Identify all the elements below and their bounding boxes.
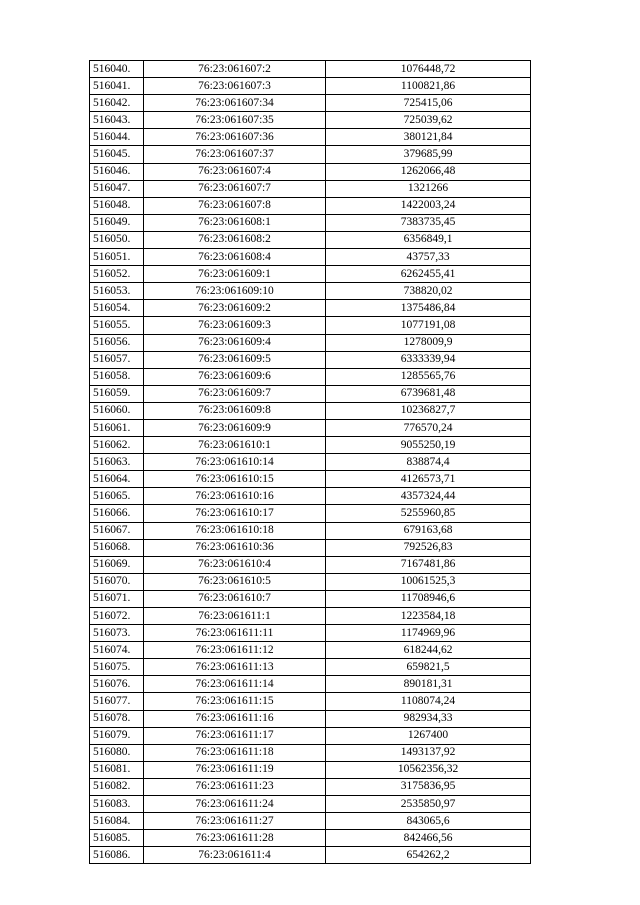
value-cell: 4357324,44 [326, 488, 531, 505]
row-number-cell: 516048. [90, 197, 144, 214]
row-number-cell: 516070. [90, 573, 144, 590]
value-cell: 1077191,08 [326, 317, 531, 334]
row-number-cell: 516064. [90, 471, 144, 488]
cadastral-number-cell: 76:23:061609:3 [144, 317, 326, 334]
table-row [90, 180, 531, 197]
cadastral-number-cell: 76:23:061611:18 [144, 744, 326, 761]
table-row [90, 778, 531, 795]
cadastral-number-cell: 76:23:061607:8 [144, 197, 326, 214]
value-cell: 1076448,72 [326, 61, 531, 78]
table-row [90, 659, 531, 676]
row-number-cell: 516073. [90, 625, 144, 642]
cadastral-number-cell: 76:23:061611:24 [144, 796, 326, 813]
row-number-cell: 516049. [90, 214, 144, 231]
row-number-cell: 516042. [90, 95, 144, 112]
row-number-cell: 516077. [90, 693, 144, 710]
value-cell: 792526,83 [326, 539, 531, 556]
cadastral-number-cell: 76:23:061607:4 [144, 163, 326, 180]
row-number-cell: 516069. [90, 556, 144, 573]
cadastral-number-cell: 76:23:061607:37 [144, 146, 326, 163]
value-cell: 1262066,48 [326, 163, 531, 180]
row-number-cell: 516041. [90, 78, 144, 95]
cadastral-number-cell: 76:23:061611:15 [144, 693, 326, 710]
value-cell: 1223584,18 [326, 608, 531, 625]
cadastral-number-cell: 76:23:061607:34 [144, 95, 326, 112]
cadastral-number-cell: 76:23:061610:16 [144, 488, 326, 505]
table-row [90, 693, 531, 710]
row-number-cell: 516063. [90, 454, 144, 471]
row-number-cell: 516086. [90, 847, 144, 864]
table-row [90, 505, 531, 522]
value-cell: 6739681,48 [326, 385, 531, 402]
cadastral-number-cell: 76:23:061607:36 [144, 129, 326, 146]
value-cell: 725415,06 [326, 95, 531, 112]
cadastral-number-cell: 76:23:061608:2 [144, 231, 326, 248]
cadastral-number-cell: 76:23:061611:14 [144, 676, 326, 693]
table-row [90, 608, 531, 625]
table-row [90, 95, 531, 112]
table-row [90, 539, 531, 556]
row-number-cell: 516052. [90, 266, 144, 283]
cadastral-number-cell: 76:23:061609:8 [144, 402, 326, 419]
value-cell: 1278009,9 [326, 334, 531, 351]
table-row [90, 744, 531, 761]
value-cell: 838874,4 [326, 454, 531, 471]
cadastral-number-cell: 76:23:061610:18 [144, 522, 326, 539]
value-cell: 1321266 [326, 180, 531, 197]
value-cell: 725039,62 [326, 112, 531, 129]
value-cell: 890181,31 [326, 676, 531, 693]
table-row [90, 454, 531, 471]
table-row [90, 249, 531, 266]
cadastral-number-cell: 76:23:061611:11 [144, 625, 326, 642]
row-number-cell: 516082. [90, 778, 144, 795]
value-cell: 4126573,71 [326, 471, 531, 488]
table-row [90, 266, 531, 283]
table-row [90, 368, 531, 385]
table-row [90, 61, 531, 78]
table-row [90, 642, 531, 659]
cadastral-number-cell: 76:23:061608:4 [144, 249, 326, 266]
table-row [90, 727, 531, 744]
cadastral-number-cell: 76:23:061607:7 [144, 180, 326, 197]
cadastral-number-cell: 76:23:061609:7 [144, 385, 326, 402]
value-cell: 380121,84 [326, 129, 531, 146]
value-cell: 1108074,24 [326, 693, 531, 710]
row-number-cell: 516061. [90, 419, 144, 436]
cadastral-number-cell: 76:23:061609:2 [144, 300, 326, 317]
table-row [90, 676, 531, 693]
cadastral-number-cell: 76:23:061611:28 [144, 830, 326, 847]
table-row [90, 385, 531, 402]
cadastral-number-cell: 76:23:061609:10 [144, 283, 326, 300]
table-row [90, 146, 531, 163]
value-cell: 6356849,1 [326, 231, 531, 248]
value-cell: 738820,02 [326, 283, 531, 300]
cadastral-number-cell: 76:23:061611:27 [144, 813, 326, 830]
row-number-cell: 516059. [90, 385, 144, 402]
row-number-cell: 516085. [90, 830, 144, 847]
cadastral-number-cell: 76:23:061610:15 [144, 471, 326, 488]
value-cell: 1285565,76 [326, 368, 531, 385]
value-cell: 1375486,84 [326, 300, 531, 317]
table-row [90, 590, 531, 607]
table-row [90, 214, 531, 231]
value-cell: 654262,2 [326, 847, 531, 864]
table-row [90, 437, 531, 454]
cadastral-number-cell: 76:23:061609:1 [144, 266, 326, 283]
cadastral-number-cell: 76:23:061610:36 [144, 539, 326, 556]
row-number-cell: 516076. [90, 676, 144, 693]
table-row [90, 522, 531, 539]
cadastral-number-cell: 76:23:061609:6 [144, 368, 326, 385]
row-number-cell: 516045. [90, 146, 144, 163]
table-row [90, 847, 531, 864]
cadastral-number-cell: 76:23:061611:16 [144, 710, 326, 727]
table-row [90, 334, 531, 351]
value-cell: 10236827,7 [326, 402, 531, 419]
cadastral-number-cell: 76:23:061611:23 [144, 778, 326, 795]
value-cell: 618244,62 [326, 642, 531, 659]
cadastral-number-cell: 76:23:061607:35 [144, 112, 326, 129]
value-cell: 6333339,94 [326, 351, 531, 368]
row-number-cell: 516051. [90, 249, 144, 266]
row-number-cell: 516040. [90, 61, 144, 78]
row-number-cell: 516054. [90, 300, 144, 317]
cadastral-number-cell: 76:23:061611:1 [144, 608, 326, 625]
table-row [90, 556, 531, 573]
table-row [90, 796, 531, 813]
table-row [90, 300, 531, 317]
row-number-cell: 516074. [90, 642, 144, 659]
row-number-cell: 516080. [90, 744, 144, 761]
row-number-cell: 516072. [90, 608, 144, 625]
table-row [90, 231, 531, 248]
value-cell: 379685,99 [326, 146, 531, 163]
value-cell: 10562356,32 [326, 761, 531, 778]
table-row [90, 625, 531, 642]
table-row [90, 419, 531, 436]
row-number-cell: 516078. [90, 710, 144, 727]
cadastral-number-cell: 76:23:061610:14 [144, 454, 326, 471]
table-row [90, 471, 531, 488]
row-number-cell: 516075. [90, 659, 144, 676]
cadastral-number-cell: 76:23:061610:17 [144, 505, 326, 522]
table-body [90, 61, 531, 864]
table-row [90, 351, 531, 368]
value-cell: 6262455,41 [326, 266, 531, 283]
row-number-cell: 516065. [90, 488, 144, 505]
cadastral-number-cell: 76:23:061610:7 [144, 590, 326, 607]
value-cell: 1100821,86 [326, 78, 531, 95]
table-row [90, 761, 531, 778]
row-number-cell: 516068. [90, 539, 144, 556]
table-row [90, 710, 531, 727]
cadastral-number-cell: 76:23:061609:5 [144, 351, 326, 368]
value-cell: 659821,5 [326, 659, 531, 676]
value-cell: 11708946,6 [326, 590, 531, 607]
row-number-cell: 516055. [90, 317, 144, 334]
value-cell: 2535850,97 [326, 796, 531, 813]
row-number-cell: 516081. [90, 761, 144, 778]
table-row [90, 813, 531, 830]
table-row [90, 488, 531, 505]
value-cell: 843065,6 [326, 813, 531, 830]
cadastral-number-cell: 76:23:061608:1 [144, 214, 326, 231]
cadastral-number-cell: 76:23:061611:4 [144, 847, 326, 864]
row-number-cell: 516084. [90, 813, 144, 830]
row-number-cell: 516062. [90, 437, 144, 454]
row-number-cell: 516046. [90, 163, 144, 180]
row-number-cell: 516057. [90, 351, 144, 368]
value-cell: 982934,33 [326, 710, 531, 727]
cadastral-number-cell: 76:23:061611:13 [144, 659, 326, 676]
row-number-cell: 516043. [90, 112, 144, 129]
table-row [90, 112, 531, 129]
value-cell: 7167481,86 [326, 556, 531, 573]
table-row [90, 402, 531, 419]
row-number-cell: 516053. [90, 283, 144, 300]
cadastral-number-cell: 76:23:061611:17 [144, 727, 326, 744]
value-cell: 7383735,45 [326, 214, 531, 231]
table-row [90, 78, 531, 95]
table-row [90, 129, 531, 146]
value-cell: 1267400 [326, 727, 531, 744]
cadastral-number-cell: 76:23:061611:12 [144, 642, 326, 659]
row-number-cell: 516066. [90, 505, 144, 522]
table-row [90, 197, 531, 214]
row-number-cell: 516071. [90, 590, 144, 607]
cadastral-number-cell: 76:23:061609:4 [144, 334, 326, 351]
cadastral-number-cell: 76:23:061610:1 [144, 437, 326, 454]
value-cell: 10061525,3 [326, 573, 531, 590]
cadastral-number-cell: 76:23:061607:3 [144, 78, 326, 95]
row-number-cell: 516058. [90, 368, 144, 385]
value-cell: 3175836,95 [326, 778, 531, 795]
value-cell: 1422003,24 [326, 197, 531, 214]
value-cell: 679163,68 [326, 522, 531, 539]
row-number-cell: 516056. [90, 334, 144, 351]
cadastral-number-cell: 76:23:061610:5 [144, 573, 326, 590]
table-row [90, 317, 531, 334]
cadastral-table [89, 60, 531, 864]
cadastral-number-cell: 76:23:061609:9 [144, 419, 326, 436]
cadastral-number-cell: 76:23:061611:19 [144, 761, 326, 778]
row-number-cell: 516047. [90, 180, 144, 197]
value-cell: 1493137,92 [326, 744, 531, 761]
value-cell: 776570,24 [326, 419, 531, 436]
row-number-cell: 516083. [90, 796, 144, 813]
row-number-cell: 516079. [90, 727, 144, 744]
value-cell: 5255960,85 [326, 505, 531, 522]
cadastral-number-cell: 76:23:061607:2 [144, 61, 326, 78]
row-number-cell: 516050. [90, 231, 144, 248]
value-cell: 1174969,96 [326, 625, 531, 642]
value-cell: 43757,33 [326, 249, 531, 266]
table-row [90, 163, 531, 180]
row-number-cell: 516044. [90, 129, 144, 146]
value-cell: 842466,56 [326, 830, 531, 847]
table-row [90, 830, 531, 847]
value-cell: 9055250,19 [326, 437, 531, 454]
row-number-cell: 516060. [90, 402, 144, 419]
table-row [90, 283, 531, 300]
cadastral-number-cell: 76:23:061610:4 [144, 556, 326, 573]
table-row [90, 573, 531, 590]
row-number-cell: 516067. [90, 522, 144, 539]
